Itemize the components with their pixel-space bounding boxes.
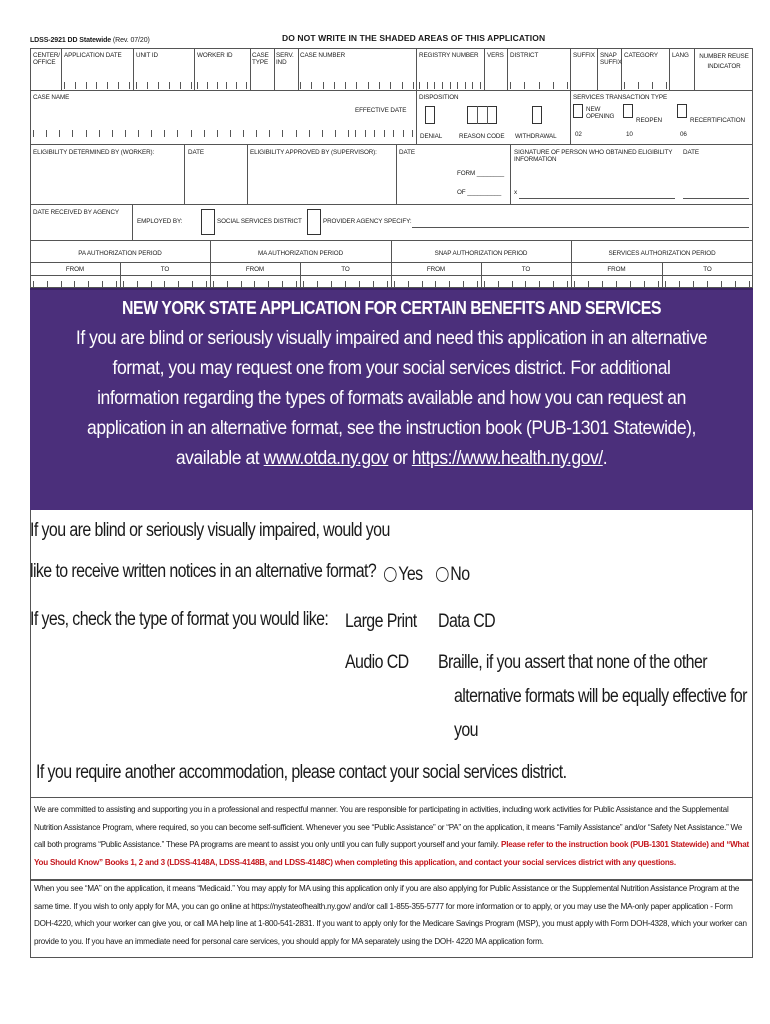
vers-label: VERS	[487, 52, 504, 59]
no-option[interactable]	[436, 564, 470, 586]
ma-to-label: TO	[341, 266, 350, 273]
banner-period: .	[602, 447, 608, 469]
blind-question-line2: like to receive written notices in an alternative format?	[30, 561, 377, 582]
of-total-label: OF __________	[457, 189, 502, 196]
responsibility-paragraph	[34, 801, 750, 871]
blind-question-line1: If you are blind or seriously visually impaired, would you	[30, 520, 390, 541]
application-title: NEW YORK STATE APPLICATION FOR CERTAIN BENEFITS AND SERVICES	[122, 297, 661, 318]
eligibility-date-label: DATE	[188, 149, 204, 156]
large-print-option[interactable]: Large Print	[345, 611, 417, 632]
denial-label: DENIAL	[420, 133, 443, 140]
banner-or-text: or	[388, 447, 412, 469]
code-02: 02	[575, 131, 582, 138]
alternative-format-banner	[30, 288, 753, 510]
effective-date-label: EFFECTIVE DATE	[355, 107, 407, 114]
eligibility-approved-label: ELIGIBILITY APPROVED BY (SUPERVISOR):	[250, 149, 377, 156]
new-opening-checkbox[interactable]	[573, 104, 583, 118]
code-06: 06	[680, 131, 687, 138]
worker-id-label: WORKER ID	[197, 52, 233, 59]
yes-radio[interactable]	[384, 567, 397, 582]
yes-option[interactable]	[384, 564, 423, 586]
new-opening-label: NEW OPENING	[586, 106, 615, 120]
employed-by-label: EMPLOYED BY:	[137, 218, 183, 225]
suffix-label: SUFFIX	[573, 52, 595, 59]
signature-date-label: DATE	[683, 149, 699, 156]
registry-number-label: REGISTRY NUMBER	[419, 52, 479, 59]
signature-x: x	[514, 189, 518, 196]
format-type-question: If yes, check the type of format you would like:	[30, 609, 329, 630]
audio-cd-option[interactable]: Audio CD	[345, 652, 409, 673]
responsibility-text: We are committed to assisting and supporting you in a professional and respectful manner. You are responsible for participating in activities, including work activities for Public Assistance and the Supplemental Nutrition Assistance Program, where required, so you can become self-sufficient. Whenever you see “Public Assistance” or “PA” on the application, it means “Family Assistance” and/or “Safety Net Assistance.” We call both programs “Public Assistance.” These PA programs are meant to assist you only until you can fully support yourself and your family.	[34, 804, 743, 849]
ma-from-label: FROM	[245, 266, 265, 273]
snap-authorization-period-label: SNAP AUTHORIZATION PERIOD	[434, 250, 528, 257]
services-transaction-type-label: SERVICES TRANSACTION TYPE	[573, 94, 668, 101]
signature-person-label: SIGNATURE OF PERSON WHO OBTAINED ELIGIBILITY INFORMATION	[514, 149, 673, 163]
snap-suffix-label: SNAP SUFFIX	[600, 52, 622, 66]
reason-code-box[interactable]	[467, 106, 497, 124]
shaded-areas-notice: DO NOT WRITE IN THE SHADED AREAS OF THIS APPLICATION	[282, 33, 546, 43]
category-label: CATEGORY	[624, 52, 658, 59]
ma-authorization-period-label: MA AUTHORIZATION PERIOD	[257, 250, 344, 257]
number-reuse-indicator-label: NUMBER REUSE INDICATOR	[699, 53, 749, 70]
serv-ind-label: SERV. IND	[276, 52, 294, 66]
accommodation-note: If you require another accommodation, please contact your social services district.	[36, 762, 567, 783]
health-link[interactable]: https://www.health.ny.gov/	[411, 447, 603, 469]
no-label: No	[450, 564, 470, 585]
case-number-label: CASE NUMBER	[300, 52, 346, 59]
snap-from-label: FROM	[426, 266, 446, 273]
pa-authorization-period-label: PA AUTHORIZATION PERIOD	[78, 250, 162, 257]
pa-from-label: FROM	[65, 266, 85, 273]
braille-option-line3: you	[454, 720, 478, 741]
pa-to-label: TO	[160, 266, 170, 273]
unit-id-label: UNIT ID	[136, 52, 158, 59]
services-to-label: TO	[703, 266, 712, 273]
provider-agency-label: PROVIDER AGENCY SPECIFY:	[323, 218, 412, 225]
case-name-label: CASE NAME	[33, 94, 70, 101]
withdrawal-label: WITHDRAWAL	[515, 133, 557, 140]
banner-body	[70, 323, 714, 473]
recertification-label: RECERTIFICATION	[690, 117, 745, 124]
date-received-label: DATE RECEIVED BY AGENCY	[33, 209, 119, 216]
lang-label: LANG	[672, 52, 689, 59]
withdrawal-box[interactable]	[532, 106, 542, 124]
form-number-text: LDSS-2921 DD Statewide	[30, 37, 112, 44]
snap-to-label: TO	[521, 266, 531, 273]
provider-agency-checkbox[interactable]	[307, 209, 321, 235]
disposition-label: DISPOSITION	[419, 94, 459, 101]
form-revision: (Rev. 07/20)	[112, 37, 150, 44]
form-number	[30, 37, 150, 44]
medicaid-paragraph: When you see “MA” on the application, it means “Medicaid.” You may apply for MA using this application only if you are also applying for Public Assistance or the Supplemental Nutrition Assistance Program at the same time. If you wish to only apply for MA, you can go online at https://nystateofhealth.ny.gov/ and/or call 1-855-355-5777 for more information or to apply, or you may use the MA-only paper application - Form DOH-4220, which your worker can give you, or call MA help line at 1-800-541-2831. If you want to apply only for the Medicare Savings Program (MSP), you must apply with Form DOH-4328, which your worker can provide to you. If you have an immediate need for personal care services, you should apply for MA separately using the DOH- 4220 MA application form.	[34, 883, 747, 946]
otda-link[interactable]: www.otda.ny.gov	[263, 447, 389, 469]
case-type-label: CASE TYPE	[252, 52, 269, 66]
services-authorization-period-label: SERVICES AUTHORIZATION PERIOD	[608, 250, 716, 257]
reason-code-label: REASON CODE	[459, 133, 505, 140]
data-cd-option[interactable]: Data CD	[438, 611, 496, 632]
social-services-district-label: SOCIAL SERVICES DISTRICT	[217, 218, 302, 225]
recertification-checkbox[interactable]	[677, 104, 687, 118]
banner-body-text: If you are blind or seriously visually impaired and need this application in an alternative format, you may request one from your social services district. For additional information regarding the types of formats available and how you can request an application in an alternative format, see the instruction book (PUB-1301 Statewide), available at	[75, 327, 708, 469]
form-of-label: FORM ________	[457, 170, 505, 177]
application-date-label: APPLICATION DATE	[64, 52, 122, 59]
reopen-checkbox[interactable]	[623, 104, 633, 118]
district-label: DISTRICT	[510, 52, 539, 59]
braille-option-line2: alternative formats will be equally effective for	[454, 686, 747, 707]
disposition-box[interactable]	[425, 106, 435, 124]
approved-date-label: DATE	[399, 149, 415, 156]
instruction-book-note: Please refer to the instruction book (PUB-1301 Statewide) and “What You Should Know” Books 1, 2 and 3 (LDSS-4148A, LDSS-4148B, and LDSS-4148C) when completing this application, and contact your social services district with any questions.	[34, 839, 749, 867]
social-services-district-checkbox[interactable]	[201, 209, 215, 235]
eligibility-determined-label: ELIGIBILITY DETERMINED BY (WORKER):	[33, 149, 155, 156]
braille-option[interactable]: Braille, if you assert that none of the other	[438, 652, 707, 673]
code-10: 10	[626, 131, 633, 138]
services-from-label: FROM	[607, 266, 626, 273]
yes-label: Yes	[398, 564, 423, 585]
reopen-label: REOPEN	[636, 117, 662, 124]
center-office-label: CENTER/ OFFICE	[33, 52, 60, 66]
no-radio[interactable]	[436, 567, 449, 582]
